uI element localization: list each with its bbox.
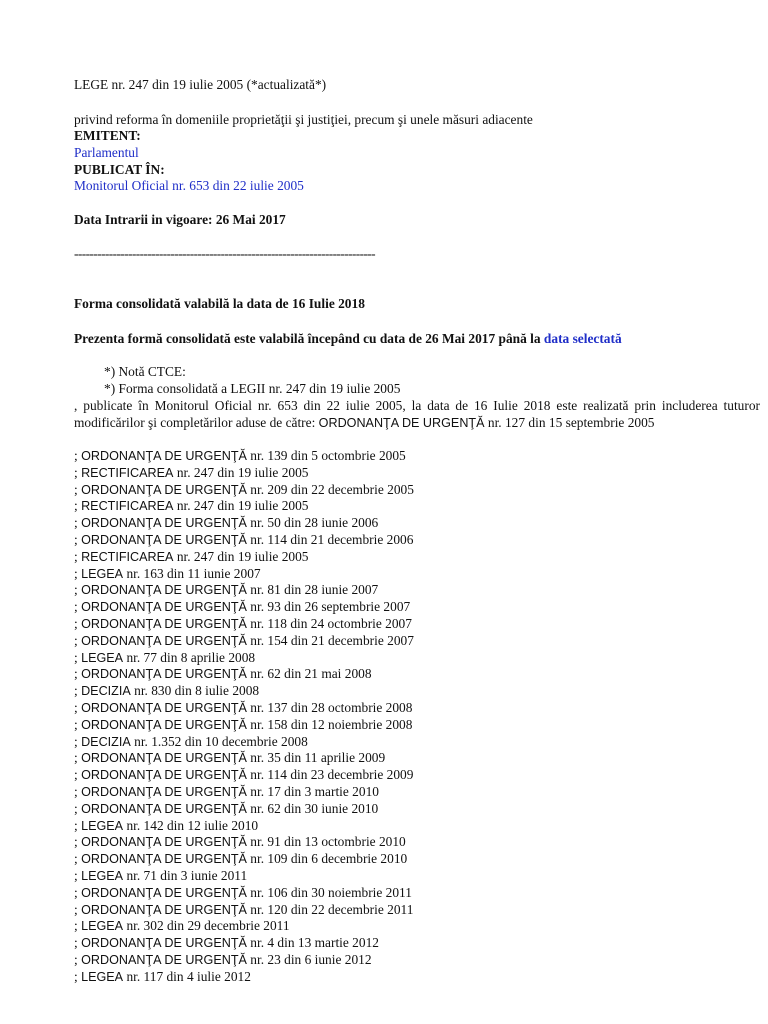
publicat-label: PUBLICAT ÎN: [74, 162, 165, 177]
amendment-reference: nr. 158 din 12 noiembrie 2008 [250, 716, 413, 732]
amendments-list [74, 448, 414, 986]
amendment-reference: nr. 154 din 21 decembrie 2007 [250, 632, 414, 648]
amendment-reference: nr. 62 din 21 mai 2008 [250, 666, 372, 682]
amendment-act-type: ORDONANŢA DE URGENŢĂ [81, 952, 247, 967]
separator-line: ------------------------------------------------------------------------------ [74, 246, 376, 261]
amendment-item [74, 767, 414, 784]
amendment-act-type: RECTIFICAREA [81, 499, 174, 514]
amendment-act-type: ORDONANŢA DE URGENŢĂ [81, 936, 247, 951]
amendment-item [74, 918, 414, 935]
amendment-separator: ; [74, 800, 82, 816]
amendment-act-type: ORDONANŢA DE URGENŢĂ [81, 835, 247, 850]
amendment-act-type: ORDONANŢA DE URGENŢĂ [81, 583, 247, 598]
note-paragraph-keyword: ORDONANŢA DE URGENŢĂ [318, 416, 485, 430]
amendment-separator: ; [74, 582, 82, 598]
amendment-act-type: DECIZIA [81, 684, 131, 699]
amendment-reference: nr. 62 din 30 iunie 2010 [250, 800, 379, 816]
amendment-act-type: ORDONANŢA DE URGENŢĂ [81, 885, 247, 900]
amendment-item [74, 582, 414, 599]
amendment-separator: ; [74, 767, 82, 783]
amendment-reference: nr. 118 din 24 octombrie 2007 [250, 615, 412, 631]
emitent-label: EMITENT: [74, 128, 141, 143]
amendment-separator: ; [74, 935, 82, 951]
amendment-item [74, 902, 414, 919]
amendment-separator: ; [74, 716, 82, 732]
note-ctce: *) Notă CTCE: [104, 364, 186, 379]
amendment-reference: nr. 247 din 19 iulie 2005 [176, 498, 309, 514]
amendment-separator: ; [74, 632, 82, 648]
amendment-act-type: LEGEA [81, 969, 124, 984]
note-paragraph-text: , publicate în Monitorul Oficial nr. 653 din 22 iulie 2005, la data de 16 Iulie 2018 este realizată prin includerea tuturor modificărilor şi completărilor aduse de către: [74, 398, 760, 430]
amendment-separator: ; [74, 448, 82, 463]
amendment-separator: ; [74, 548, 82, 564]
amendment-item [74, 834, 414, 851]
amendment-item [74, 750, 414, 767]
amendment-separator: ; [74, 750, 82, 766]
amendment-act-type: ORDONANŢA DE URGENŢĂ [81, 600, 247, 615]
amendment-act-type: ORDONANŢA DE URGENŢĂ [81, 801, 247, 816]
amendment-act-type: ORDONANŢA DE URGENŢĂ [81, 751, 247, 766]
amendment-separator: ; [74, 851, 82, 867]
amendment-act-type: LEGEA [81, 868, 124, 883]
amendment-item [74, 969, 414, 986]
amendment-item [74, 498, 414, 515]
amendment-act-type: ORDONANŢA DE URGENŢĂ [81, 516, 247, 531]
amendment-item [74, 532, 414, 549]
amendment-separator: ; [74, 834, 82, 850]
amendment-reference: nr. 81 din 28 iunie 2007 [250, 582, 379, 598]
amendment-reference: nr. 114 din 23 decembrie 2009 [250, 767, 414, 783]
amendment-act-type: ORDONANŢA DE URGENŢĂ [81, 532, 247, 547]
amendment-item [74, 784, 414, 801]
validity-statement [74, 330, 622, 347]
amendment-act-type: ORDONANŢA DE URGENŢĂ [81, 902, 247, 917]
amendment-act-type: ORDONANŢA DE URGENŢĂ [81, 852, 247, 867]
amendment-reference: nr. 830 din 8 iulie 2008 [134, 683, 260, 699]
amendment-reference: nr. 71 din 3 iunie 2011 [126, 867, 248, 883]
amendment-separator: ; [74, 733, 82, 749]
amendment-act-type: ORDONANŢA DE URGENŢĂ [81, 633, 247, 648]
amendment-reference: nr. 209 din 22 decembrie 2005 [250, 481, 414, 497]
amendment-item [74, 851, 414, 868]
amendment-separator: ; [74, 901, 82, 917]
amendment-reference: nr. 120 din 22 decembrie 2011 [250, 901, 414, 917]
amendment-reference: nr. 77 din 8 aprilie 2008 [126, 649, 256, 665]
amendment-separator: ; [74, 867, 82, 883]
amendment-reference: nr. 4 din 13 martie 2012 [250, 935, 379, 951]
validity-text: Prezenta formă consolidată este valabilă începând cu data de 26 Mai 2017 până la [74, 331, 541, 346]
amendment-separator: ; [74, 918, 82, 934]
amendment-reference: nr. 109 din 6 decembrie 2010 [250, 851, 408, 867]
amendment-act-type: ORDONANŢA DE URGENŢĂ [81, 449, 247, 463]
amendment-act-type: RECTIFICAREA [81, 549, 174, 564]
amendment-separator: ; [74, 817, 82, 833]
amendment-separator: ; [74, 699, 82, 715]
amendment-reference: nr. 23 din 6 iunie 2012 [250, 951, 372, 967]
amendment-separator: ; [74, 951, 82, 967]
amendment-separator: ; [74, 481, 82, 497]
amendment-reference: nr. 93 din 26 septembrie 2007 [250, 599, 411, 615]
amendment-reference: nr. 114 din 21 decembrie 2006 [250, 531, 414, 547]
amendment-reference: nr. 302 din 29 decembrie 2011 [126, 918, 290, 934]
amendment-separator: ; [74, 515, 82, 531]
amendment-act-type: ORDONANŢA DE URGENŢĂ [81, 717, 247, 732]
amendment-act-type: LEGEA [81, 919, 124, 934]
amendment-item [74, 717, 414, 734]
amendment-act-type: LEGEA [81, 818, 124, 833]
publicat-link[interactable]: Monitorul Oficial nr. 653 din 22 iulie 2005 [74, 178, 304, 193]
amendment-act-type: LEGEA [81, 650, 124, 665]
amendment-item [74, 700, 414, 717]
amendment-separator: ; [74, 464, 82, 480]
amendment-item [74, 885, 414, 902]
amendment-item [74, 666, 414, 683]
amendment-item [74, 734, 414, 751]
amendment-item [74, 650, 414, 667]
emitent-link[interactable]: Parlamentul [74, 145, 139, 160]
amendment-separator: ; [74, 599, 82, 615]
amendment-item [74, 818, 414, 835]
amendment-act-type: ORDONANŢA DE URGENŢĂ [81, 700, 247, 715]
amendment-item [74, 935, 414, 952]
amendment-act-type: ORDONANŢA DE URGENŢĂ [81, 784, 247, 799]
amendment-separator: ; [74, 531, 82, 547]
amendment-act-type: ORDONANŢA DE URGENŢĂ [81, 482, 247, 497]
amendment-act-type: ORDONANŢA DE URGENŢĂ [81, 616, 247, 631]
amendment-item [74, 566, 414, 583]
amendment-separator: ; [74, 565, 82, 581]
amendment-item [74, 868, 414, 885]
amendment-reference: nr. 137 din 28 octombrie 2008 [250, 699, 413, 715]
amendment-separator: ; [74, 666, 82, 682]
amendment-reference: nr. 117 din 4 iulie 2012 [126, 968, 251, 984]
amendment-item [74, 482, 414, 499]
law-title: LEGE nr. 247 din 19 iulie 2005 (*actualizată*) [74, 77, 327, 92]
amendment-separator: ; [74, 683, 82, 699]
amendment-reference: nr. 247 din 19 iulie 2005 [176, 548, 309, 564]
amendment-item [74, 683, 414, 700]
amendment-separator: ; [74, 968, 82, 984]
amendment-item [74, 616, 414, 633]
amendment-separator: ; [74, 649, 82, 665]
amendment-separator: ; [74, 615, 82, 631]
amendment-act-type: ORDONANŢA DE URGENŢĂ [81, 667, 247, 682]
amendment-reference: nr. 35 din 11 aprilie 2009 [250, 750, 386, 766]
law-subtitle: privind reforma în domeniile proprietăţii şi justiţiei, precum şi unele măsuri adiacente [74, 112, 533, 127]
amendment-reference: nr. 142 din 12 iulie 2010 [126, 817, 259, 833]
amendment-act-type: RECTIFICAREA [81, 465, 174, 480]
amendment-item [74, 599, 414, 616]
amendment-reference: nr. 91 din 13 octombrie 2010 [250, 834, 406, 850]
amendment-item [74, 465, 414, 482]
amendment-item [74, 515, 414, 532]
amendment-reference: nr. 106 din 30 noiembrie 2011 [250, 884, 412, 900]
amendment-item [74, 448, 414, 465]
amendment-reference: nr. 50 din 28 iunie 2006 [250, 515, 379, 531]
amendment-item [74, 549, 414, 566]
amendment-act-type: DECIZIA [81, 734, 131, 749]
amendment-item [74, 952, 414, 969]
amendment-separator: ; [74, 783, 82, 799]
effective-date: Data Intrarii in vigoare: 26 Mai 2017 [74, 212, 286, 227]
amendment-separator: ; [74, 884, 82, 900]
selected-date-link[interactable]: data selectată [543, 331, 622, 346]
amendment-act-type: ORDONANŢA DE URGENŢĂ [81, 768, 247, 783]
amendment-reference: nr. 163 din 11 iunie 2007 [126, 565, 261, 581]
amendment-reference: nr. 1.352 din 10 decembrie 2008 [134, 733, 308, 749]
amendment-item [74, 633, 414, 650]
consolidated-valid-heading: Forma consolidată valabilă la data de 16 Iulie 2018 [74, 296, 365, 311]
amendment-item [74, 801, 414, 818]
amendment-reference: nr. 139 din 5 octombrie 2005 [250, 448, 406, 463]
note-paragraph-rest: nr. 127 din 15 septembrie 2005 [487, 415, 655, 430]
note-paragraph [74, 397, 760, 432]
amendment-separator: ; [74, 498, 82, 514]
amendment-reference: nr. 17 din 3 martie 2010 [250, 783, 379, 799]
amendment-reference: nr. 247 din 19 iulie 2005 [176, 464, 309, 480]
note-consolidated-form: *) Forma consolidată a LEGII nr. 247 din 19 iulie 2005 [104, 381, 401, 396]
amendment-act-type: LEGEA [81, 566, 124, 581]
